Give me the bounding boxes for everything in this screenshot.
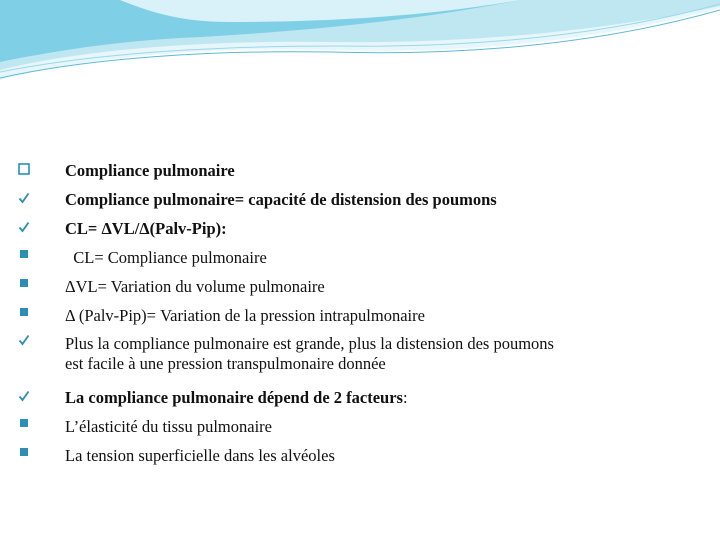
list-item-text: Plus la compliance pulmonaire est grande, plus la distension des poumons (65, 334, 554, 353)
list-item-text: La tension superficielle dans les alvéoles (65, 446, 335, 465)
list-item-text-bold: La compliance pulmonaire dépend de 2 facteurs (65, 388, 403, 407)
checkmark-bullet-icon (14, 214, 34, 233)
checkmark-bullet-icon (14, 185, 34, 204)
list-item-colon: : (402, 388, 408, 407)
formula-text: CL= ΔVL/Δ(Palv-Pip): (65, 219, 227, 238)
checkmark-bullet-icon (14, 330, 34, 346)
checkmark-bullet-icon (14, 383, 34, 402)
square-bullet-icon (14, 243, 34, 258)
list-item (14, 214, 704, 243)
list-item (14, 156, 704, 185)
heading-text: Compliance pulmonaire (65, 161, 235, 180)
hollow-square-bullet-icon (14, 156, 34, 175)
square-bullet-icon (14, 441, 34, 456)
list-item (14, 330, 704, 383)
square-bullet-icon (14, 412, 34, 427)
list-item-text-continued: est facile à une pression transpulmonaire donnée (65, 354, 386, 373)
square-bullet-icon (14, 301, 34, 316)
list-item (14, 272, 704, 301)
list-item-text: ΔVL= Variation du volume pulmonaire (65, 277, 325, 296)
square-bullet-icon (14, 272, 34, 287)
list-item-text: Compliance pulmonaire= capacité de distension des poumons (65, 190, 497, 209)
list-item (14, 243, 704, 272)
header-wave-decoration (0, 0, 720, 90)
list-item-text: Δ (Palv-Pip)= Variation de la pression intrapulmonaire (65, 306, 425, 325)
slide-body (14, 156, 704, 470)
list-item (14, 383, 704, 412)
list-item (14, 185, 704, 214)
list-item-text: CL= Compliance pulmonaire (65, 248, 267, 267)
list-item (14, 441, 704, 470)
list-item-text: L’élasticité du tissu pulmonaire (65, 417, 272, 436)
list-item (14, 412, 704, 441)
list-item (14, 301, 704, 330)
